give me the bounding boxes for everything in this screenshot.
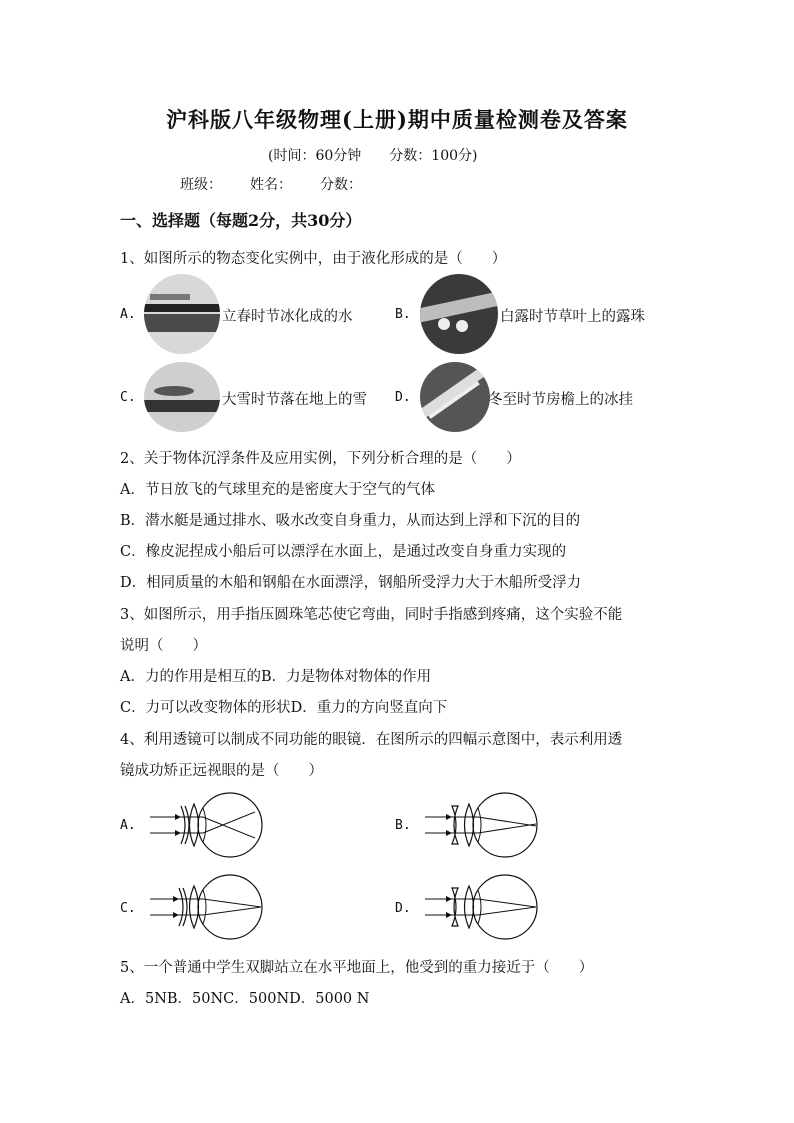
page-title: 沪科版八年级物理(上册)期中质量检测卷及答案: [166, 107, 628, 132]
question-3-stem-line1: 3、如图所示，用手指压圆珠笔芯使它弯曲，同时手指感到疼痛，这个实验不能: [120, 607, 623, 623]
snow-photo: [144, 362, 220, 432]
q2-option-d: D．相同质量的木船和钢船在水面漂浮，钢船所受浮力大于木船所受浮力: [120, 575, 582, 591]
time-limit: (时间：60分钟: [268, 148, 362, 164]
q4-option-c-label: C.: [120, 901, 136, 916]
total-score: 分数：100分): [389, 148, 478, 164]
icicle-photo: [420, 362, 490, 432]
question-1-stem: 1、如图所示的物态变化实例中，由于液化形成的是（ ）: [120, 251, 507, 267]
ice-melting-photo: [144, 274, 220, 354]
q1-option-a-letter: A.: [120, 307, 136, 322]
section-heading: 一、选择题（每题2分，共30分）: [120, 211, 362, 230]
eye-diagram-b: [420, 790, 545, 860]
q4-option-b-label: B.: [395, 818, 411, 833]
q5-options: A．5NB．50NC．500ND．5000 N: [120, 991, 370, 1007]
q4-option-d-label: D.: [395, 901, 411, 916]
eye-diagram-d: [420, 872, 545, 942]
q1-option-b-caption: 白露时节草叶上的露珠: [500, 309, 645, 325]
q1-option-a-caption: 立春时节冰化成的水: [222, 309, 353, 325]
q4-option-a-label: A.: [120, 818, 136, 833]
name-label: 姓名：: [250, 177, 292, 193]
q3-options-line2: C．力可以改变物体的形状D．重力的方向竖直向下: [120, 700, 448, 716]
q1-option-c-letter: C.: [120, 390, 136, 405]
q1-option-b-letter: B.: [395, 307, 411, 322]
question-4-stem-line2: 镜成功矫正远视眼的是（ ）: [120, 763, 323, 779]
question-2-stem: 2、关于物体沉浮条件及应用实例，下列分析合理的是（ ）: [120, 451, 521, 467]
eye-diagram-a: [145, 790, 270, 860]
question-4-stem-line1: 4、利用透镜可以制成不同功能的眼镜．在图所示的四幅示意图中，表示利用透: [120, 732, 623, 748]
q2-option-c: C．橡皮泥捏成小船后可以漂浮在水面上，是通过改变自身重力实现的: [120, 544, 567, 560]
q1-option-d-letter: D.: [395, 390, 411, 405]
student-info: [180, 174, 390, 194]
q1-option-d-caption: 冬至时节房檐上的冰挂: [488, 392, 633, 408]
dew-drops-photo: [420, 274, 498, 354]
question-5-stem: 5、一个普通中学生双脚站立在水平地面上，他受到的重力接近于（ ）: [120, 960, 594, 976]
q2-option-b: B．潜水艇是通过排水、吸水改变自身重力，从而达到上浮和下沉的目的: [120, 513, 581, 529]
exam-subtitle: [268, 145, 477, 165]
q1-option-c-caption: 大雪时节落在地上的雪: [222, 392, 367, 408]
question-3-stem-line2: 说明（ ）: [120, 638, 207, 654]
eye-diagram-c: [145, 872, 270, 942]
q2-option-a: A．节日放飞的气球里充的是密度大于空气的气体: [120, 482, 435, 498]
q3-options-line1: A．力的作用是相互的B．力是物体对物体的作用: [120, 669, 432, 685]
class-label: 班级：: [180, 177, 222, 193]
score-label: 分数：: [320, 177, 362, 193]
